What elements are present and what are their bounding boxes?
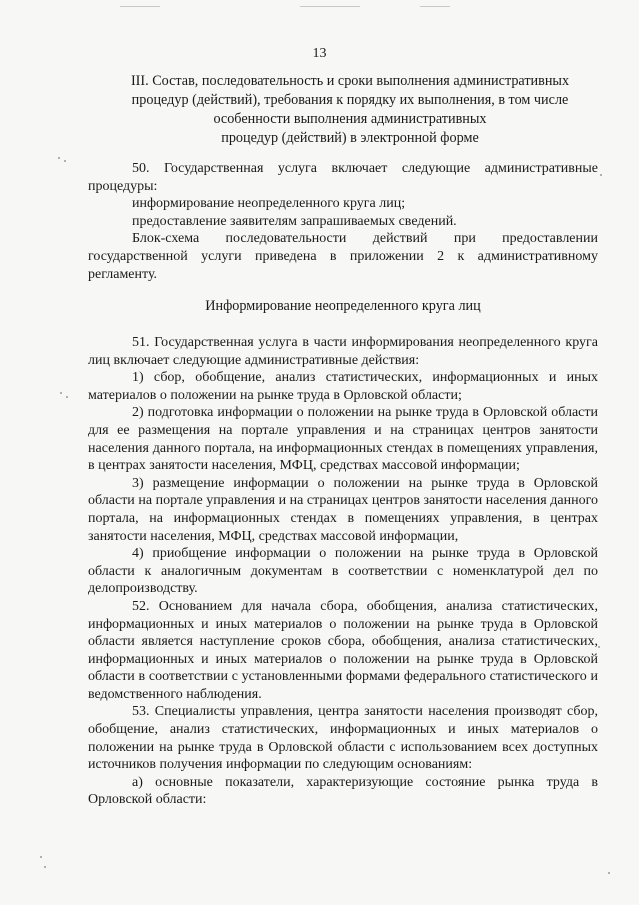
paragraph: информирование неопределенного круга лиц;	[132, 196, 406, 212]
paragraph: 3) размещение информации о положении на рынке труда в Орловской области на портале управления и на страницах центров занятости населения данного портала, на информационных стендах в помещениях управления, в центрах занятости населения, МФЦ, средствах массовой информации,	[88, 475, 598, 544]
page-number: 13	[312, 46, 327, 61]
subsection-heading: Информирование неопределенного круга лиц	[205, 298, 481, 314]
scan-artifact	[66, 396, 68, 398]
scan-artifact	[600, 174, 602, 176]
heading-line: III. Состав, последовательность и сроки выполнения административных	[130, 73, 570, 89]
heading-line: процедур (действий), требования к порядку их выполнения, в том числе	[131, 92, 569, 108]
scan-artifact	[58, 157, 60, 159]
paragraph: 51. Государственная услуга в части информирования неопределенного круга лиц включает следующие административные действия:	[88, 335, 598, 368]
paragraph: 1) сбор, обобщение, анализ статистических, информационных и иных материалов о положении на рынке труда в Орловской области;	[88, 370, 598, 403]
scan-artifact	[64, 160, 66, 162]
paragraph: 52. Основанием для начала сбора, обобщения, анализа статистических, информационных и иных материалов о положении на рынке труда в Орловской области является наступление сроков сбора, обобщения, анализа статистических, информационных и иных материалов о положении на рынке труда в Орловской области в соответствии с установленными формами федерального статистического и ведомственного наблюдения.	[88, 598, 598, 702]
scan-artifact	[608, 872, 610, 874]
paragraph: 4) приобщение информации о положении на рынке труда в Орловской области к аналогичным документам в соответствии с номенклатурой дел по делопроизводству.	[88, 546, 598, 597]
scan-artifact	[420, 6, 450, 7]
scan-artifact	[300, 6, 360, 7]
paragraph: 53. Специалисты управления, центра занятости населения производят сбор, обобщение, анализ статистических, информационных и иных материалов о положении на рынке труда в Орловской области с использованием всех доступных источников получения информации по следующим основаниям:	[88, 704, 598, 773]
paragraph: 2) подготовка информации о положении на рынке труда в Орловской области для ее размещения на портале управления и на страницах центров занятости населения данного портала, на информационных стендах в помещениях управления, в центрах занятости населения, МФЦ, средствах массовой информации;	[88, 405, 598, 474]
scan-artifact	[60, 392, 62, 394]
paragraph: 50. Государственная услуга включает следующие административные процедуры:	[88, 161, 598, 194]
scan-artifact	[44, 866, 46, 868]
paragraph: Блок-схема последовательности действий при предоставлении государственной услуги приведена в приложении 2 к административному регламенту.	[88, 231, 598, 282]
scan-artifact	[40, 856, 42, 858]
paragraph: предоставление заявителям запрашиваемых сведений.	[132, 213, 457, 229]
heading-line: особенности выполнения административных	[213, 111, 487, 127]
scan-artifact	[598, 646, 600, 648]
paragraph: а) основные показатели, характеризующие состояние рынка труда в Орловской области:	[88, 774, 598, 808]
section-heading	[100, 72, 600, 148]
section-informing	[88, 334, 598, 809]
section-procedures	[88, 160, 598, 283]
heading-line: процедур (действий) в электронной форме	[221, 130, 479, 146]
scan-artifact	[120, 6, 160, 7]
